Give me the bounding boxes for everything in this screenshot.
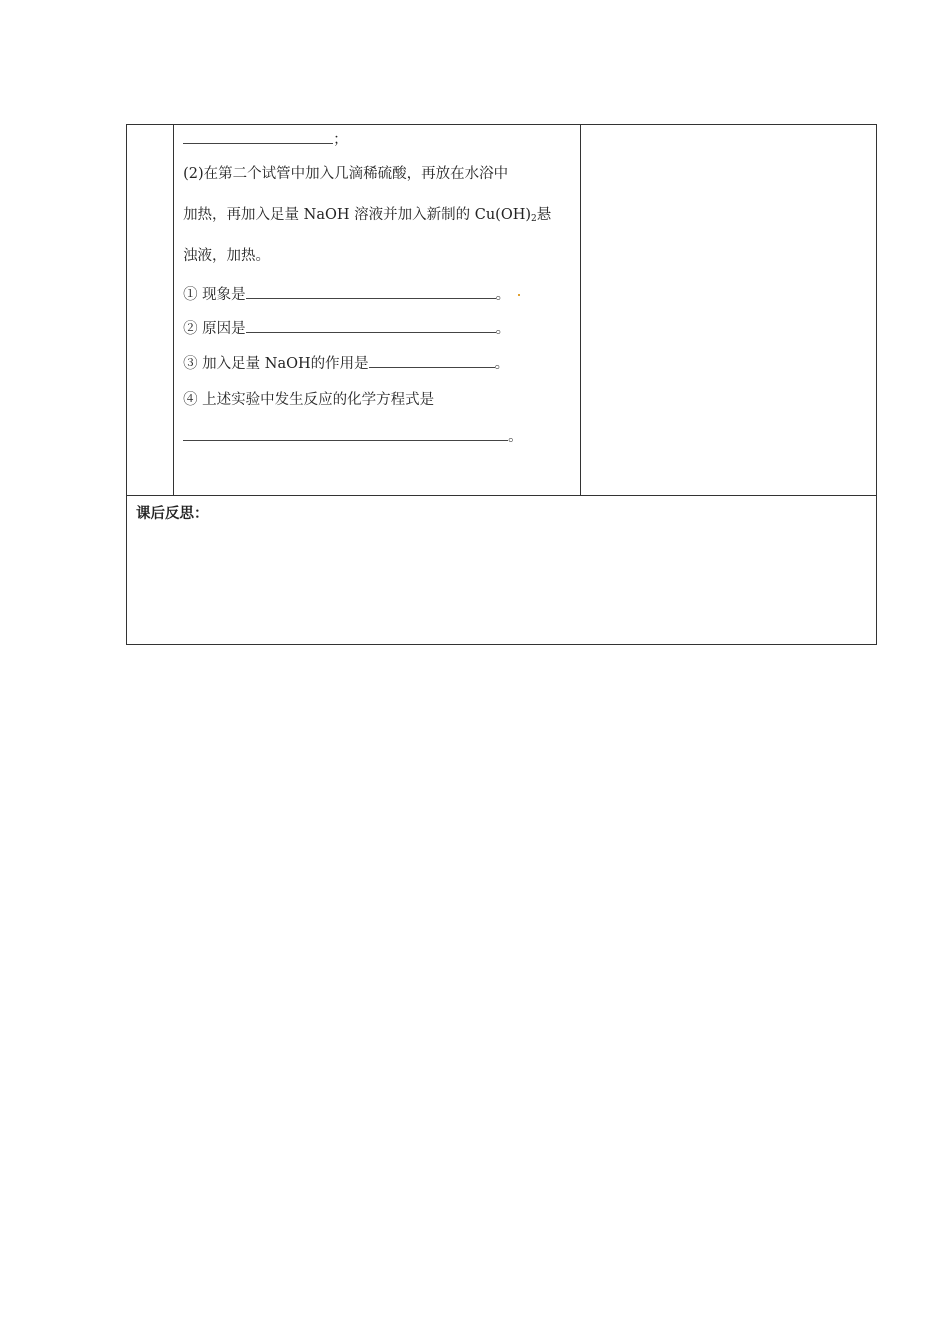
answer-line-first: ； [183,131,348,149]
question-reason: ② 原因是 。 [183,321,511,337]
reason-blank[interactable] [246,320,496,333]
left-margin-cell [127,125,174,496]
question-equation: ④ 上述实验中发生反应的化学方程式是 [183,392,435,408]
phenomenon-blank[interactable] [246,286,496,299]
reflection-label: 课后反思： [136,506,209,522]
exercise-row [127,125,877,496]
reflection-row [127,496,877,645]
exercise-cell [174,125,581,496]
step2-line2: 加热，再加入足量 NaOH 溶液并加入新制的 $Cu(OH)_2$悬 [183,207,552,224]
naoh-role-blank[interactable] [369,355,495,368]
step2-line3: 浊液，加热。 [183,248,271,264]
reflection-cell [127,496,877,645]
question-naoh-role: ③ 加入足量 NaOH的作用是 。 [183,356,510,372]
worksheet-table [126,124,877,645]
notes-cell [580,125,876,496]
equation-blank[interactable] [183,428,508,441]
decorative-dot [518,294,520,296]
equation-answer-line: 。 [183,428,523,446]
answer-blank[interactable] [183,131,333,144]
question-phenomenon: ① 现象是 。 [183,286,520,304]
step2-line1: (2)在第二个试管中加入几滴稀硫酸，再放在水浴中 [183,166,509,182]
